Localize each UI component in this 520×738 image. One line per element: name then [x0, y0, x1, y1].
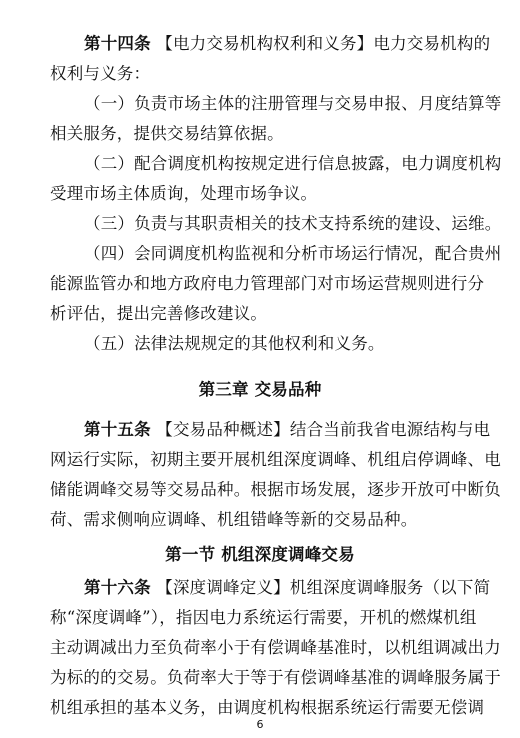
article-16-line-5: 机组承担的基本义务，由调度机构根据系统运行需要无偿调 [50, 698, 485, 717]
page-number: 6 [256, 718, 264, 731]
article-16-line-2: 称“深度调峰”），指因电力系统运行需要，开机的燃煤机组 [50, 608, 477, 627]
article-16-line-1: 第十六条 【深度调峰定义】机组深度调峰服务（以下简 [84, 578, 491, 597]
article-14-number: 第十四条 [84, 34, 151, 53]
article-14-item-4-line-3: 析评估，提出完善修改建议。 [50, 304, 268, 323]
article-15-line-4: 荷、需求侧响应调峰、机组错峰等新的交易品种。 [50, 510, 418, 529]
article-15-line-3: 储能调峰交易等交易品种。根据市场发展，逐步开放可中断负 [50, 480, 501, 499]
article-16-number: 第十六条 [84, 578, 151, 597]
chapter-3-heading: 第三章 交易品种 [198, 380, 322, 399]
article-15-line-2: 网运行实际，初期主要开展机组深度调峰、机组启停调峰、电 [50, 450, 501, 469]
article-14-item-2-line-2: 受理市场主体质询，处理市场争议。 [50, 184, 318, 203]
article-14-item-4-line-1: （四）会同调度机构监视和分析市场运行情况，配合贵州 [84, 244, 502, 263]
article-14-item-2-line-1: （二）配合调度机构按规定进行信息披露，电力调度机构 [84, 154, 502, 173]
article-15-line-1: 第十五条 【交易品种概述】结合当前我省电源结构与电 [84, 420, 491, 439]
article-14-line-1: 第十四条 【电力交易机构权利和义务】电力交易机构的 [84, 34, 491, 53]
section-1-heading: 第一节 机组深度调峰交易 [165, 545, 355, 564]
article-15-number: 第十五条 [84, 420, 151, 439]
article-14-line-2: 权利与义务： [50, 64, 151, 83]
article-14-item-4-line-2: 能源监管办和地方政府电力管理部门对市场运营规则进行分 [50, 274, 485, 293]
article-14-item-1-line-2: 相关服务，提供交易结算依据。 [50, 124, 284, 143]
article-16-line-4: 为标的的交易。负荷率大于等于有偿调峰基准的调峰服务属于 [50, 668, 501, 687]
article-16-line-3: 主动调减出力至负荷率小于有偿调峰基准时，以机组调减出力 [50, 638, 501, 657]
article-14-item-3-line-1: （三）负责与其职责相关的技术支持系统的建设、运维。 [84, 214, 502, 233]
article-14-item-1-line-1: （一）负责市场主体的注册管理与交易申报、月度结算等 [84, 94, 502, 113]
article-14-item-5-line-1: （五）法律法规规定的其他权利和义务。 [84, 334, 385, 353]
